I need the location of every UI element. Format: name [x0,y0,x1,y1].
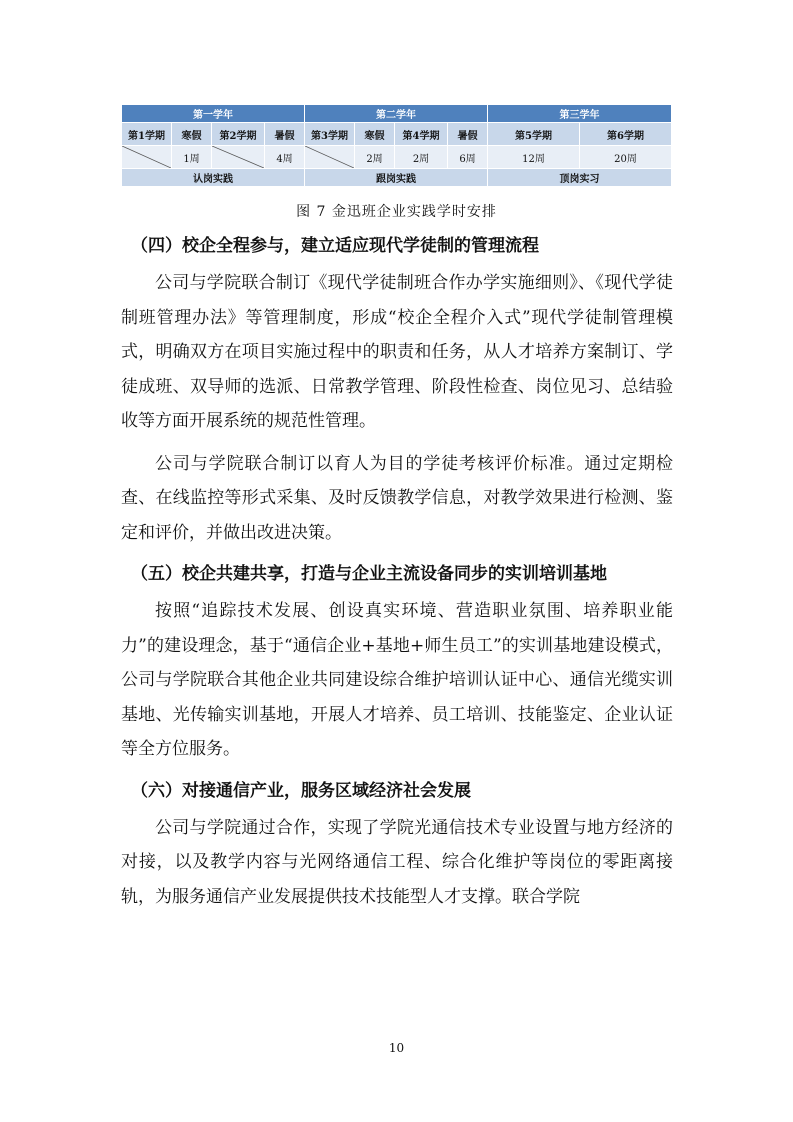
paragraph: 按照“追踪技术发展、创设真实环境、营造职业氛围、培养职业能力”的建设理念，基于“通信企业+基地+师生员工”的实训基地建设模式，公司与学院联合其他企业共同建设综合维护培训认证中心、通信光缆实训基地、光传输实训基地，开展人才培养、员工培训、技能鉴定、企业认证等全方位服务。 [121,601,673,759]
practice-schedule-table [121,104,672,187]
duration-cell: 1周 [172,146,212,169]
period-cell: 第5学期 [488,123,580,146]
duration-cell: 6周 [448,146,488,169]
period-cell: 寒假 [172,123,212,146]
period-cell: 第3学期 [305,123,355,146]
paragraph: 公司与学院通过合作，实现了学院光通信技术专业设置与地方经济的对接，以及教学内容与光网络通信工程、综合化维护等岗位的零距离接轨，为服务通信产业发展提供技术技能型人才支撑。联合学院 [121,817,673,907]
period-cell: 第2学期 [212,123,265,146]
period-cell: 暑假 [448,123,488,146]
period-cell: 寒假 [355,123,395,146]
duration-cell: 12周 [488,146,580,169]
diagonal-empty-cell [305,146,355,169]
year-header-3: 第三学年 [488,105,672,123]
practice-type-3: 顶岗实习 [488,169,672,187]
practice-type-1: 认岗实践 [122,169,305,187]
section-heading: （四）校企全程参与，建立适应现代学徒制的管理流程 [131,236,539,256]
period-cell: 第4学期 [395,123,448,146]
diagonal-empty-cell [212,146,265,169]
period-cell: 暑假 [265,123,305,146]
paragraph: 公司与学院联合制订以育人为目的学徒考核评价标准。通过定期检查、在线监控等形式采集、及时反馈教学信息，对教学效果进行检测、鉴定和评价，并做出改进决策。 [121,453,673,543]
year-header-2: 第二学年 [305,105,488,123]
page-number: 10 [388,1041,405,1055]
section-heading: （五）校企共建共享，打造与企业主流设备同步的实训培训基地 [131,564,607,584]
diagonal-empty-cell [122,146,172,169]
document-body [121,230,673,914]
section-heading: （六）对接通信产业，服务区域经济社会发展 [131,780,471,801]
duration-cell: 2周 [355,146,395,169]
period-cell: 第6学期 [580,123,672,146]
period-cell: 第1学期 [122,123,172,146]
figure-caption: 图 7 金迅班企业实践学时安排 [296,204,497,220]
paragraph: 公司与学院联合制订《现代学徒制班合作办学实施细则》、《现代学徒制班管理办法》等管理制度，形成“校企全程介入式”现代学徒制管理模式，明确双方在项目实施过程中的职责和任务，从人才培养方案制订、学徒成班、双导师的选派、日常教学管理、阶段性检查、岗位见习、总结验收等方面开展系统的规范性管理。 [121,273,673,431]
duration-cell: 20周 [580,146,672,169]
year-header-1: 第一学年 [122,105,305,123]
practice-type-2: 跟岗实践 [305,169,488,187]
duration-cell: 4周 [265,146,305,169]
duration-cell: 2周 [395,146,448,169]
